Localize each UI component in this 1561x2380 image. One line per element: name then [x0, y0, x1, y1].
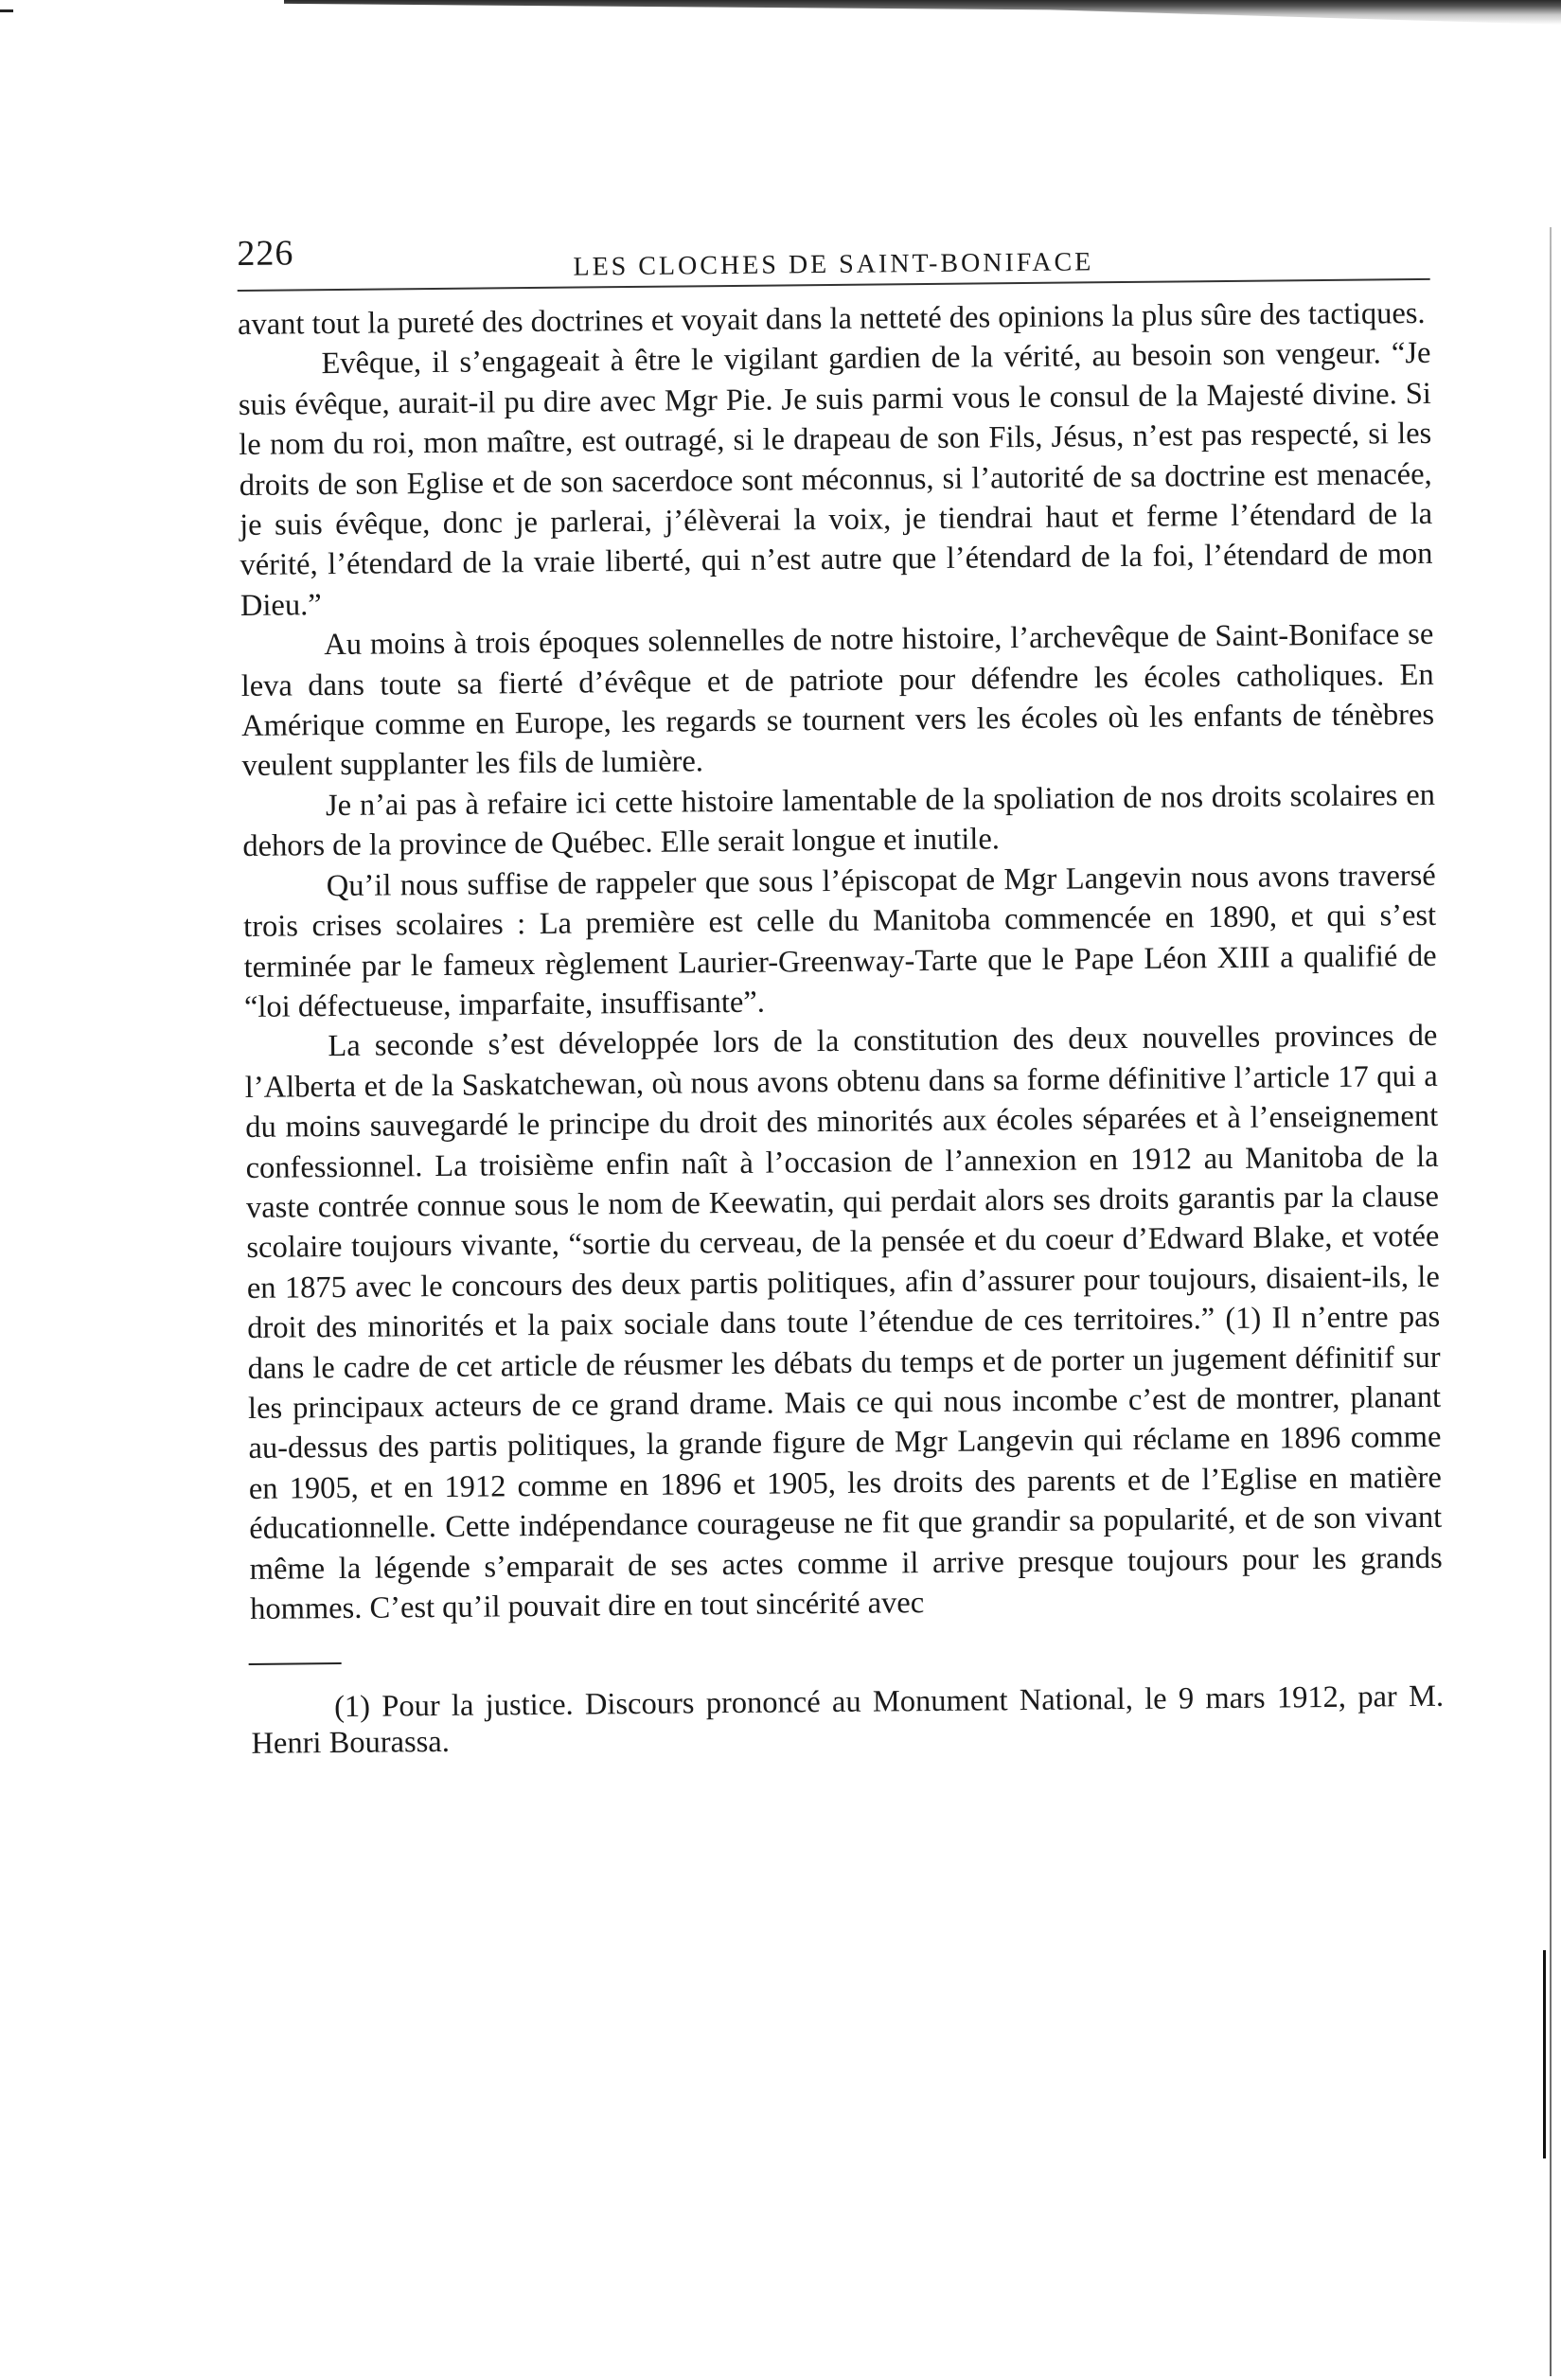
running-header — [237, 206, 1440, 284]
footnote: (1) Pour la justice. Discours prononcé au Monument National, le 9 mars 1912, par M. Henri Bourassa. — [251, 1679, 1445, 1762]
paragraph-5: Qu’il nous suffise de rappeler que sous l’épiscopat de Mgr Langevin nous avons traversé trois crises scolaires : La première est celle du Manitoba commencée en 1890, et qui s’est terminée par le fameux règlement Laurier-Greenway-Tarte que le Pape Léon XIII a qualifié de “loi défectueuse, imparfaite, insuffisante”. — [243, 858, 1437, 1024]
page-number: 226 — [237, 233, 294, 274]
paragraph-1: avant tout la pureté des doctrines et voyait dans la netteté des opinions la plus sûre des tactiques. — [237, 295, 1426, 342]
scan-top-edge-shadow — [284, 0, 1561, 25]
body-text — [238, 293, 1443, 1629]
running-title: LES CLOCHES DE SAINT-BONIFACE — [573, 247, 1094, 282]
paragraph-2: Evêque, il s’engageait à être le vigilant gardien de la vérité, au besoin son vengeur. “Je suis évêque, aurait-il pu dire avec Mgr Pie. Je suis parmi vous le consul de la Majesté divine. Si le nom du roi, mon maître, est outragé, si le drapeau de son Fils, Jésus, n’est pas respecté, si les droits de son Eglise et de son sacerdoce sont méconnus, si l’autorité de sa doctrine est menacée, je suis évêque, donc je parlerai, j’élèverai la voix, je tiendrai haut et ferme l’étendard de la vérité, l’étendard de la vraie liberté, qui n’est autre que l’étendard de la foi, l’étendard de mon Dieu.” — [238, 336, 1433, 623]
scan-margin-mark — [0, 9, 13, 12]
scan-right-edge-mark — [1543, 1950, 1546, 2158]
scan-right-edge-shadow — [1550, 227, 1552, 2376]
book-page — [237, 206, 1454, 1763]
paragraph-3: Au moins à trois époques solennelles de notre histoire, l’archevêque de Saint-Boniface se leva dans toute sa fierté d’évêque et de patriote pour défendre les écoles catholiques. En Amérique comme en Europe, les regards se tournent vers les écoles où les enfants de ténèbres veulent supplanter les fils de lumière. — [240, 617, 1435, 784]
paragraph-4: Je n’ai pas à refaire ici cette histoire lamentable de la spoliation de nos droits scolaires en dehors de la province de Québec. Elle serait longue et inutile. — [242, 777, 1436, 864]
footnote-rule — [249, 1662, 342, 1665]
paragraph-6: La seconde s’est développée lors de la constitution des deux nouvelles provinces de l’Alberta et de la Saskatchewan, où nous avons obtenu dans sa forme définitive l’article 17 qui a du moins sauvegardé le principe du droit des minorités aux écoles séparées et à l’enseignement confessionnel. La troisième enfin naît à l’occasion de l’annexion en 1912 au Manitoba de la vaste contrée connue sous le nom de Keewatin, qui perdait alors ses droits garantis par la clause scolaire toujours vivante, “sortie du cerveau, de la pensée et du coeur d’Edward Blake, et votée en 1875 avec le concours des deux partis politiques, afin d’assurer pour toujours, disaient-ils, le droit des minorités et la paix sociale dans toute l’étendue de ces territoires.” (1) Il n’entre pas dans le cadre de cet article de réusmer les débats du temps et de porter un jugement définitif sur les principaux acteurs de ce grand drame. Mais ce qui nous incombe c’est de montrer, planant au-dessus des partis politiques, la grande figure de Mgr Langevin qui réclame en 1896 comme en 1905, et en 1912 comme en 1896 et 1905, les droits des parents et de l’Eglise en matière éducationnelle. Cette indépendance courageuse ne fit que grandir sa popularité, et de son vivant même la légende s’emparait de ses actes comme il arrive presque toujours pour les grands hommes. C’est qu’il pouvait dire en tout sincérité avec — [244, 1019, 1443, 1626]
